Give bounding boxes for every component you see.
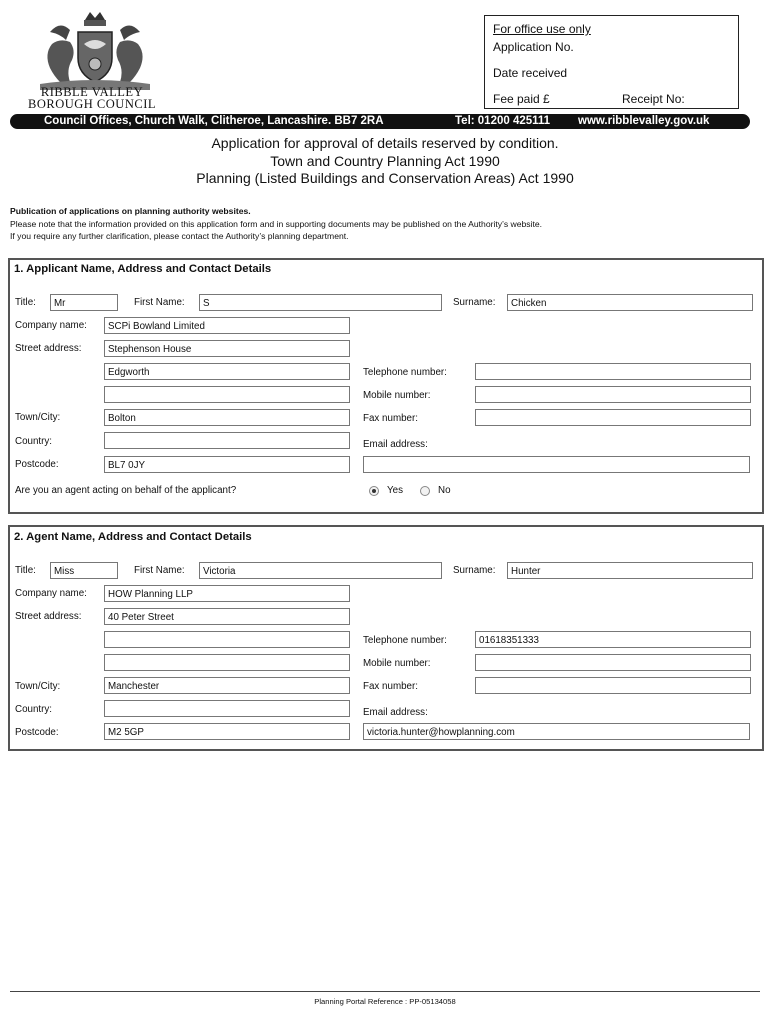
applicant-town-label: Town/City: [15, 412, 61, 423]
applicant-mobile-label: Mobile number: [363, 390, 431, 401]
agent-telephone-label: Telephone number: [363, 635, 447, 646]
publication-notice [10, 205, 760, 243]
publication-line2: If you require any further clarification, please contact the Authority’s planning department. [10, 231, 349, 241]
agent-street1-field[interactable]: 40 Peter Street [104, 608, 350, 625]
applicant-mobile-field[interactable] [475, 386, 751, 403]
applicant-street-label: Street address: [15, 343, 82, 354]
agent-street2-field[interactable] [104, 631, 350, 648]
agent-fax-field[interactable] [475, 677, 751, 694]
applicant-surname-field[interactable]: Chicken [507, 294, 753, 311]
date-received-label: Date received [493, 66, 568, 80]
document-title-line2: Town and Country Planning Act 1990 [270, 152, 500, 169]
agent-surname-field[interactable]: Hunter [507, 562, 753, 579]
contact-banner [10, 114, 750, 129]
applicant-telephone-label: Telephone number: [363, 367, 447, 378]
applicant-postcode-field[interactable]: BL7 0JY [104, 456, 350, 473]
applicant-email-field[interactable] [363, 456, 750, 473]
agent-email-label: Email address: [363, 707, 428, 718]
council-name-line2: BOROUGH COUNCIL [28, 97, 156, 111]
applicant-street1-field[interactable]: Stephenson House [104, 340, 350, 357]
applicant-surname-label: Surname: [453, 297, 496, 308]
applicant-section-heading: 1. Applicant Name, Address and Contact Details [14, 263, 272, 275]
agent-mobile-label: Mobile number: [363, 658, 431, 669]
agent-title-field[interactable]: Miss [50, 562, 118, 579]
fee-paid-label: Fee paid £ [493, 92, 550, 106]
applicant-telephone-field[interactable] [475, 363, 751, 380]
applicant-title-label: Title: [15, 297, 36, 308]
agent-no-radio[interactable] [420, 486, 430, 496]
publication-heading: Publication of applications on planning authority websites. [10, 206, 251, 216]
agent-country-label: Country: [15, 704, 53, 715]
receipt-no-label: Receipt No: [622, 92, 685, 106]
agent-section-heading: 2. Agent Name, Address and Contact Details [14, 531, 252, 543]
council-crest-logo [30, 10, 160, 90]
applicant-first-name-label: First Name: [134, 297, 185, 308]
applicant-company-label: Company name: [15, 320, 87, 331]
agent-yes-label: Yes [387, 485, 403, 496]
agent-title-label: Title: [15, 565, 36, 576]
document-title-line1: Application for approval of details reserved by condition. [211, 135, 559, 151]
applicant-title-field[interactable]: Mr [50, 294, 118, 311]
agent-company-field[interactable]: HOW Planning LLP [104, 585, 350, 602]
council-name [22, 86, 162, 110]
agent-question-label: Are you an agent acting on behalf of the applicant? [15, 485, 237, 496]
publication-line1: Please note that the information provided on this application form and in supporting documents may be published on the Authority’s website. [10, 218, 543, 229]
applicant-town-field[interactable]: Bolton [104, 409, 350, 426]
agent-surname-label: Surname: [453, 565, 496, 576]
office-use-title: For office use only [493, 22, 591, 36]
applicant-company-field[interactable]: SCPi Bowland Limited [104, 317, 350, 334]
document-title-line3: Planning (Listed Buildings and Conservation Areas) Act 1990 [196, 170, 574, 186]
agent-first-name-field[interactable]: Victoria [199, 562, 442, 579]
council-name-line1: RIBBLE VALLEY [40, 85, 144, 99]
applicant-country-field[interactable] [104, 432, 350, 449]
applicant-street2-field[interactable]: Edgworth [104, 363, 350, 380]
applicant-fax-field[interactable] [475, 409, 751, 426]
applicant-email-label: Email address: [363, 439, 428, 450]
agent-yes-radio[interactable] [369, 486, 379, 496]
document-title [0, 135, 770, 188]
banner-telephone: Tel: 01200 425111 [455, 115, 551, 127]
footer-divider [10, 991, 760, 992]
agent-street3-field[interactable] [104, 654, 350, 671]
agent-town-field[interactable]: Manchester [104, 677, 350, 694]
agent-no-label: No [438, 485, 451, 496]
agent-town-label: Town/City: [15, 681, 61, 692]
applicant-country-label: Country: [15, 436, 53, 447]
applicant-street3-field[interactable] [104, 386, 350, 403]
agent-country-field[interactable] [104, 700, 350, 717]
agent-street-label: Street address: [15, 611, 82, 622]
agent-first-name-label: First Name: [134, 565, 185, 576]
agent-fax-label: Fax number: [363, 681, 418, 692]
banner-website: www.ribblevalley.gov.uk [578, 115, 710, 127]
applicant-postcode-label: Postcode: [15, 459, 59, 470]
applicant-first-name-field[interactable]: S [199, 294, 442, 311]
agent-email-field[interactable]: victoria.hunter@howplanning.com [363, 723, 750, 740]
office-use-box [484, 15, 739, 109]
agent-company-label: Company name: [15, 588, 87, 599]
agent-telephone-field[interactable]: 01618351333 [475, 631, 751, 648]
applicant-fax-label: Fax number: [363, 413, 418, 424]
agent-postcode-field[interactable]: M2 5GP [104, 723, 350, 740]
agent-mobile-field[interactable] [475, 654, 751, 671]
portal-reference: Planning Portal Reference : PP-05134058 [314, 997, 456, 1006]
application-no-label: Application No. [493, 40, 574, 54]
agent-postcode-label: Postcode: [15, 727, 59, 738]
banner-address: Council Offices, Church Walk, Clitheroe, Lancashire. BB7 2RA [44, 115, 384, 127]
